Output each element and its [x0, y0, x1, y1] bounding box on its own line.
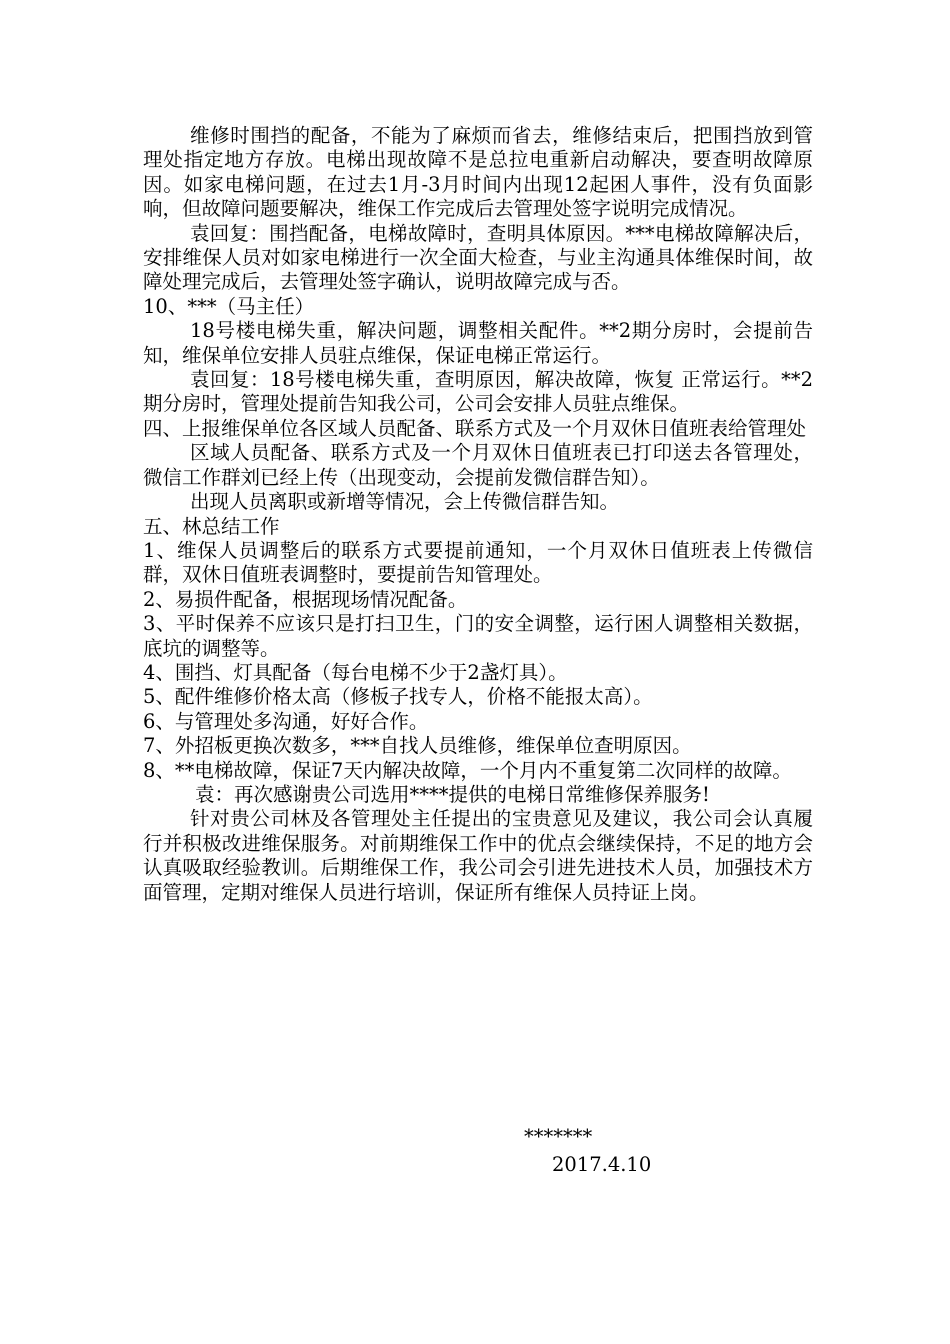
summary-item-8: 8、**电梯故障，保证7天内解决故障，一个月内不重复第二次同样的故障。: [143, 758, 792, 782]
summary-item-6: 6、与管理处多沟通，好好合作。: [143, 709, 429, 733]
summary-item-4: 4、围挡、灯具配备（每台电梯不少于2盏灯具）。: [143, 660, 568, 684]
summary-item-7: 7、外招板更换次数多，***自找人员维修，维保单位查明原因。: [143, 734, 692, 758]
paragraph-staffing-schedule: 区域人员配备、联系方式及一个月双休日值班表已打印送去各管理处，微信工作群刘已经上传（出现变动，会提前发微信群告知）。: [143, 441, 813, 489]
paragraph-yuan-reply-1: 袁回复：围挡配备，电梯故障时，查明具体原因。***电梯故障解决后，安排维保人员对如家电梯进行一次全面大检查，与业主沟通具体维保时间，故障处理完成后，去管理处签字确认，说明故障完成与否。: [143, 221, 813, 294]
paragraph-thanks: 袁：再次感谢贵公司选用****提供的电梯日常维修保养服务!: [195, 782, 710, 806]
summary-item-1: 1、维保人员调整后的联系方式要提前通知，一个月双休日值班表上传微信群，双休日值班表调整时，要提前告知管理处。: [143, 538, 813, 587]
section-item-10-heading: 10、***（马主任）: [143, 294, 315, 318]
document-body: [143, 124, 813, 905]
summary-item-5: 5、配件维修价格太高（修板子找专人，价格不能报太高）。: [143, 685, 653, 709]
summary-item-2: 2、易损件配备，根据现场情况配备。: [143, 587, 468, 611]
section-five-heading: 五、林总结工作: [143, 514, 280, 538]
paragraph-staff-changes: 出现人员离职或新增等情况，会上传微信群告知。: [190, 490, 620, 514]
signature-organization: *******: [524, 1125, 593, 1148]
signature-block: [143, 1123, 813, 1179]
paragraph-building-18-issue: 18号楼电梯失重，解决问题，调整相关配件。**2期分房时，会提前告知，维保单位安排人员驻点维保，保证电梯正常运行。: [143, 319, 813, 367]
summary-item-3: 3、平时保养不应该只是打扫卫生，门的安全调整，运行困人调整相关数据，底坑的调整等。: [143, 612, 813, 660]
signature-date: 2017.4.10: [552, 1153, 652, 1176]
paragraph-yuan-reply-2: 袁回复：18号楼电梯失重，查明原因，解决故障，恢复 正常运行。**2期分房时，管理处提前告知我公司，公司会安排人员驻点维保。: [143, 368, 813, 416]
paragraph-barrier-requirement: 维修时围挡的配备，不能为了麻烦而省去，维修结束后，把围挡放到管理处指定地方存放。电梯出现故障不是总拉电重新启动解决，要查明故障原因。如家电梯问题，在过去1月-3月时间内出现12起困人事件，没有负面影响，但故障问题要解决，维保工作完成后去管理处签字说明完成情况。: [143, 124, 813, 221]
section-four-heading: 四、上报维保单位各区域人员配备、联系方式及一个月双休日值班表给管理处: [143, 416, 807, 440]
paragraph-commitment: 针对贵公司林及各管理处主任提出的宝贵意见及建议，我公司会认真履行并积极改进维保服务。对前期维保工作中的优点会继续保持，不足的地方会认真吸取经验教训。后期维保工作，我公司会引进先进技术人员，加强技术方面管理，定期对维保人员进行培训，保证所有维保人员持证上岗。: [143, 807, 813, 904]
